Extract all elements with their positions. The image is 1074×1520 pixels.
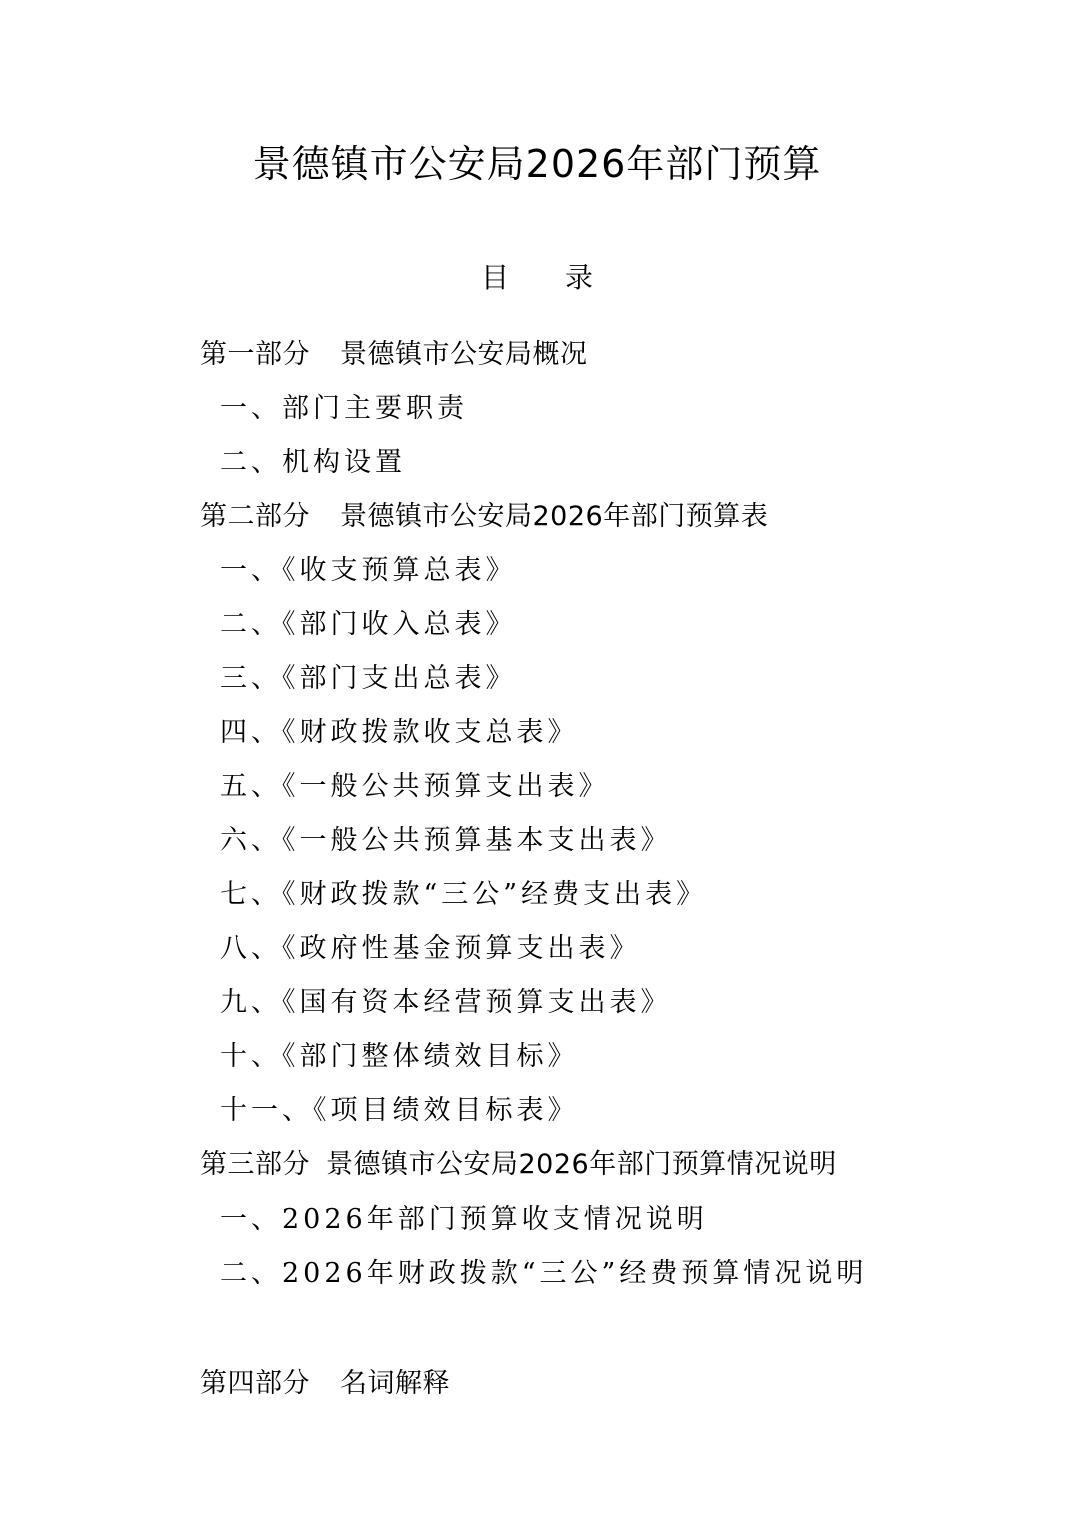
toc-part-1-title: 景德镇市公安局概况	[340, 339, 588, 370]
toc-part-4-label: 第四部分	[200, 1368, 310, 1399]
toc-item-2-1: 一、《收支预算总表》	[220, 555, 517, 586]
toc-part-4-title: 名词解释	[340, 1368, 450, 1399]
toc-item-2-4: 四、《财政拨款收支总表》	[220, 717, 579, 748]
toc-part-3-title: 景德镇市公安局2026年部门预算情况说明	[326, 1149, 837, 1180]
toc-part-2-title: 景德镇市公安局2026年部门预算表	[340, 501, 769, 532]
toc-part-3	[200, 1147, 837, 1183]
toc-item-2-11: 十一、《项目绩效目标表》	[220, 1095, 579, 1126]
toc-heading-char-1: 目	[480, 261, 509, 294]
toc-item-1-2: 二、机构设置	[220, 447, 406, 478]
toc-item-3-2: 二、2026年财政拨款“三公”经费预算情况说明	[220, 1258, 868, 1289]
toc-part-1-label: 第一部分	[200, 339, 310, 370]
toc-item-2-2: 二、《部门收入总表》	[220, 609, 517, 640]
toc-item-2-3: 三、《部门支出总表》	[220, 663, 517, 694]
toc-item-2-7: 七、《财政拨款“三公”经费支出表》	[220, 879, 708, 910]
toc-item-2-8: 八、《政府性基金预算支出表》	[220, 933, 641, 964]
toc-item-2-5: 五、《一般公共预算支出表》	[220, 771, 610, 802]
toc-part-3-label: 第三部分	[200, 1149, 310, 1180]
toc-part-4	[200, 1366, 450, 1402]
toc-part-2	[200, 499, 768, 535]
toc-heading-char-2: 录	[565, 261, 594, 294]
toc-heading	[0, 258, 1074, 298]
document-title: 景德镇市公安局2026年部门预算	[252, 142, 822, 186]
toc-part-2-label: 第二部分	[200, 501, 310, 532]
toc-part-1	[200, 337, 588, 373]
toc-item-3-1: 一、2026年部门预算收支情况说明	[220, 1204, 708, 1235]
toc-item-2-9: 九、《国有资本经营预算支出表》	[220, 987, 672, 1018]
toc-item-2-6: 六、《一般公共预算基本支出表》	[220, 825, 672, 856]
toc-item-2-10: 十、《部门整体绩效目标》	[220, 1041, 579, 1072]
toc-item-1-1: 一、部门主要职责	[220, 393, 468, 424]
